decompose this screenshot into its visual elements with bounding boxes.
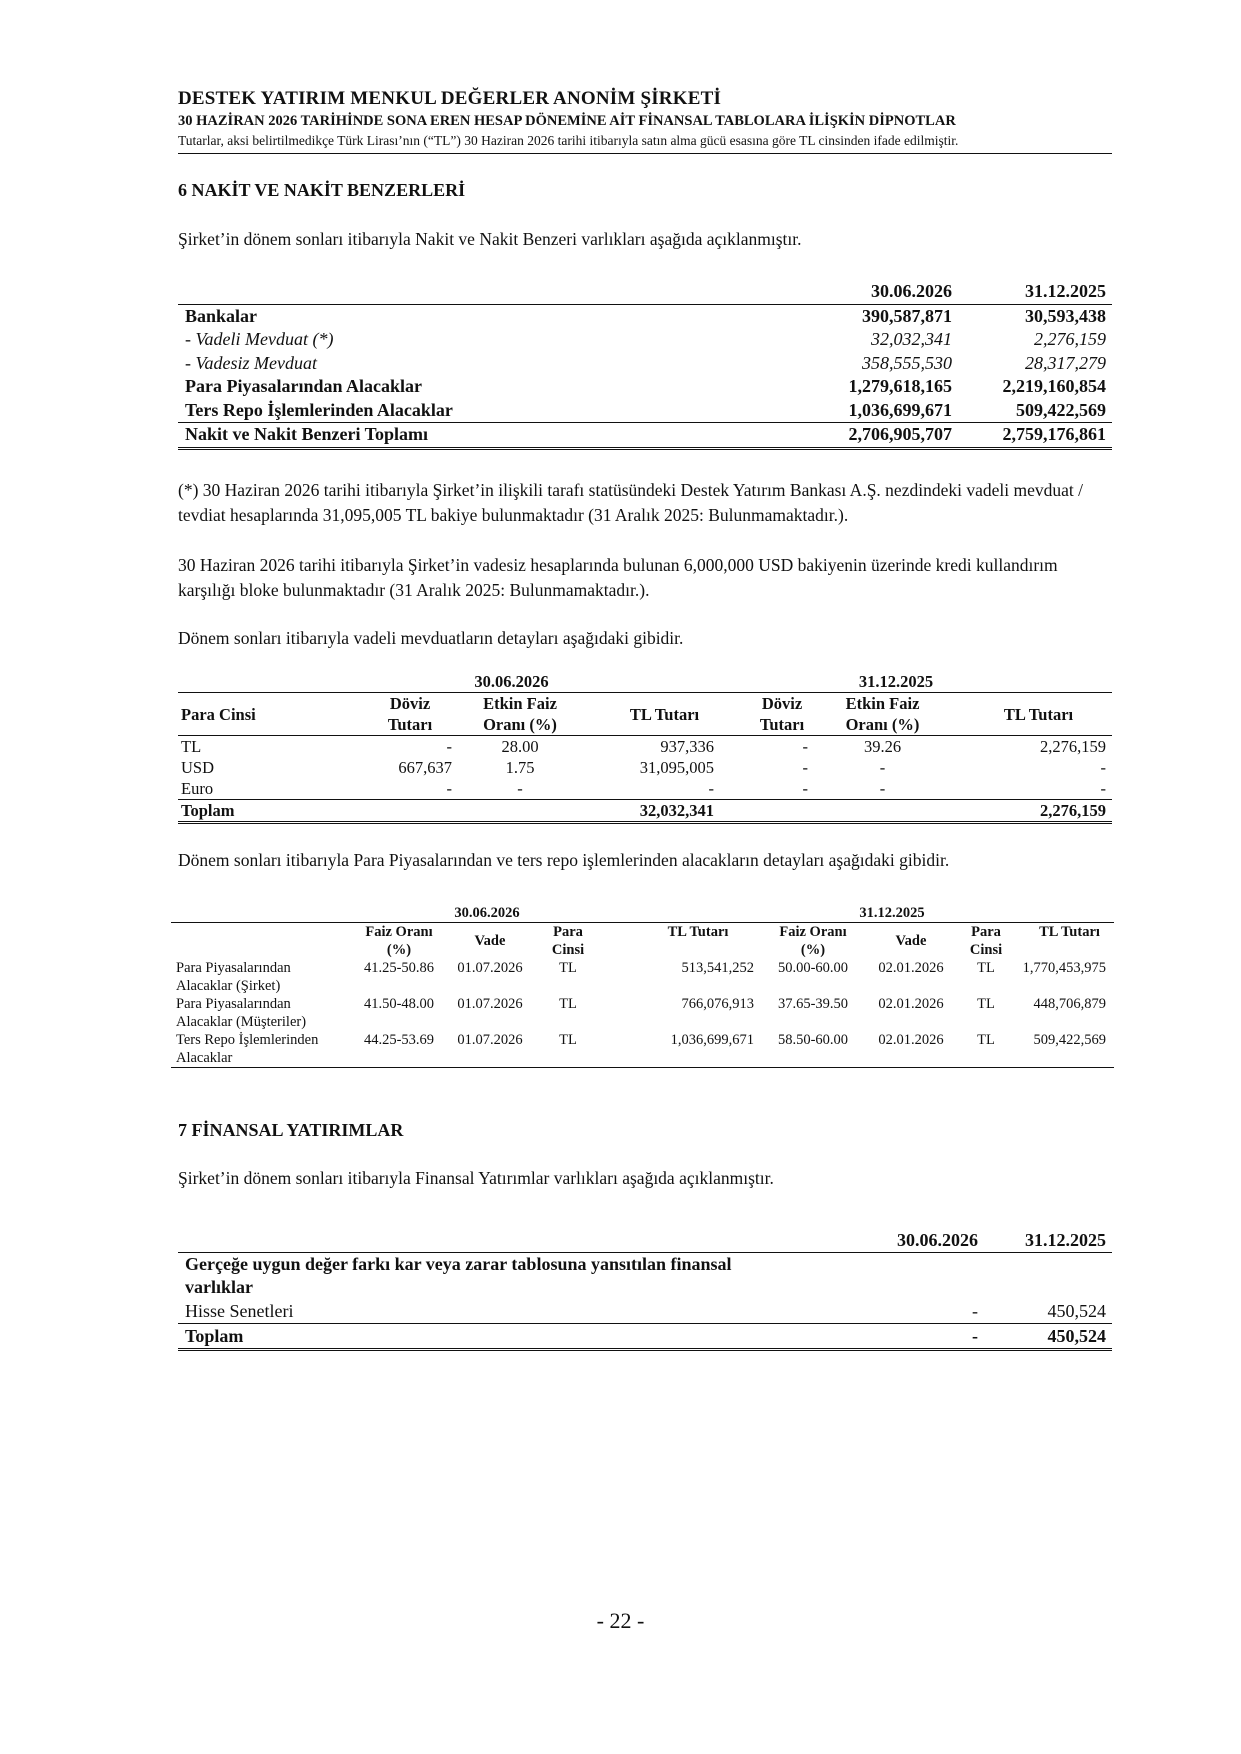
report-period: 30 HAZİRAN 2026 TARİHİNDE SONA EREN HESAP DÖNEMİNE AİT FİNANSAL TABLOLARA İLİŞKİN DİPNOTLAR (178, 113, 956, 129)
col-tl-amount: TL Tutarı (629, 704, 700, 724)
table-row (178, 304, 1112, 328)
currency-note: Tutarlar, aksi belirtilmedikçe Türk Lirası’nın (“TL”) 30 Haziran 2026 tarihi itibarıyla satın alma gücü esasına göre TL cinsinden ifade edilmiştir. (178, 133, 959, 148)
total-value-2025: 2,759,176,861 (956, 423, 1112, 449)
table-row: Para Piyasalarından Alacaklar (Şirket) 41.25-50.86 01.07.2026 TL 513,541,252 50.00-60.00 02.01.2026 TL 1,770,453,975 (171, 959, 1114, 995)
row-value-2025: 2,276,159 (1034, 329, 1106, 349)
page-number: - 22 - (596, 1608, 645, 1633)
period-2025: 31.12.2025 (858, 672, 934, 691)
row-label: Para Piyasalarından Alacaklar (Şirket) (176, 960, 291, 994)
col-tl-amount: TL Tutarı (667, 924, 729, 940)
col-fx-amount: Döviz Tutarı (387, 694, 433, 734)
total-label: Nakit ve Nakit Benzeri Toplamı (178, 423, 757, 449)
fi-col-2026: 30.06.2026 (897, 1230, 978, 1250)
section-7-intro: Şirket’in dönem sonları itibarıyla Finansal Yatırımlar varlıkları aşağıda açıklanmıştır. (178, 1168, 774, 1188)
row-value-2026: 32,032,341 (871, 329, 952, 349)
table-row (178, 352, 1112, 376)
row-label: Bankalar (185, 305, 258, 326)
period-2025: 31.12.2025 (859, 905, 925, 921)
section-7-title: 7 FİNANSAL YATIRIMLAR (178, 1120, 404, 1140)
total-value-2026: 2,706,905,707 (757, 423, 956, 449)
column-header-row (171, 923, 1114, 960)
deposit-intro: Dönem sonları itibarıyla vadeli mevduatların detayları aşağıdaki gibidir. (178, 628, 684, 648)
time-deposit-table (178, 671, 1112, 824)
row-label: Ters Repo İşlemlerinden Alacaklar (176, 1032, 319, 1066)
row-label: Para Piyasalarından Alacaklar (185, 376, 423, 396)
footnote-blocked-balance: 30 Haziran 2026 tarihi itibarıyla Şirket’in vadesiz hesaplarında bulunan 6,000,000 USD bakiyenin üzerinde kredi kullandırım karşılığı bloke bulunmaktadır (31 Aralık 2025: Bulunmamaktadır.). (178, 555, 1058, 600)
fi-group-label: Gerçeğe uygun değer farkı kar veya zarar tablosuna yansıtılan finansal varlıklar (185, 1254, 732, 1297)
cash-table-header (178, 280, 1112, 304)
table-row: Ters Repo İşlemlerinden Alacaklar 44.25-53.69 01.07.2026 TL 1,036,699,671 58.50-60.00 02.01.2026 TL 509,422,569 (171, 1031, 1114, 1068)
row-value-2025: 28,317,279 (1025, 352, 1106, 373)
table-row: TL - 28.00 937,336 - 39.26 2,276,159 (181, 737, 1106, 756)
company-name: DESTEK YATIRIM MENKUL DEĞERLER ANONİM ŞİRKETİ (178, 88, 722, 109)
table-row (178, 375, 1112, 399)
table-total-row: Toplam 32,032,341 2,276,159 (178, 800, 1112, 823)
fi-header-row (178, 1228, 1112, 1253)
row-value-2026: 358,555,530 (862, 352, 952, 373)
col-interest-rate-2025: Faiz Oranı (%) (779, 924, 847, 958)
row-value-2026: 1,279,618,165 (848, 376, 952, 396)
row-label: Hisse Senetleri (185, 1301, 294, 1321)
table-row (178, 328, 1112, 352)
table-row: Euro - - - - - - (178, 778, 1112, 800)
cash-col-2025: 31.12.2025 (956, 280, 1112, 304)
col-effective-rate-2025: Etkin Faiz Oranı (%) (845, 694, 920, 734)
col-term-2025: Vade (895, 933, 927, 949)
section-6-intro: Şirket’in dönem sonları itibarıyla Nakit ve Nakit Benzeri varlıkları aşağıda açıklanmıştır. (178, 229, 802, 249)
table-total-row (178, 423, 1112, 449)
money-market-intro: Dönem sonları itibarıyla Para Piyasalarından ve ters repo işlemlerinden alacakların detayları aşağıdaki gibidir. (178, 850, 950, 870)
col-interest-rate: Faiz Oranı (%) (365, 924, 433, 958)
period-header-row (178, 671, 1112, 693)
row-value-2025: 2,219,160,854 (1002, 376, 1106, 396)
money-market-table (171, 904, 1114, 1068)
header-rule (178, 153, 1112, 154)
table-total-row: Toplam - 450,524 (178, 1324, 1112, 1350)
fi-group-row (178, 1253, 1112, 1300)
row-value-2025: 509,422,569 (1016, 399, 1106, 420)
period-2026: 30.06.2026 (474, 672, 549, 691)
table-row: Hisse Senetleri - 450,524 (178, 1299, 1112, 1324)
row-label: - Vadesiz Mevduat (185, 352, 317, 373)
table-row (178, 399, 1112, 423)
period-2026: 30.06.2026 (454, 905, 520, 921)
col-currency: Para Cinsi (181, 704, 256, 724)
row-value-2025: 30,593,438 (1025, 305, 1106, 326)
col-term: Vade (474, 933, 506, 949)
col-fx-amount-2025: Döviz Tutarı (759, 694, 805, 734)
column-header-row (178, 693, 1112, 736)
financial-investments-table (178, 1228, 1112, 1351)
col-currency-2025: Para Cinsi (969, 924, 1003, 958)
col-currency: Para Cinsi (551, 924, 585, 958)
col-tl-amount-2025: TL Tutarı (1039, 924, 1100, 940)
fi-col-2025: 31.12.2025 (1025, 1230, 1106, 1250)
period-header-row (171, 904, 1114, 923)
row-label: - Vadeli Mevduat (*) (185, 329, 334, 349)
col-effective-rate: Etkin Faiz Oranı (%) (483, 694, 557, 734)
row-label: Ters Repo İşlemlerinden Alacaklar (185, 399, 453, 420)
section-6-title: 6 NAKİT VE NAKİT BENZERLERİ (178, 180, 466, 200)
row-label: Para Piyasalarından Alacaklar (Müşteriler) (176, 996, 307, 1030)
table-row: Para Piyasalarından Alacaklar (Müşteriler) 41.50-48.00 01.07.2026 TL 766,076,913 37.65-39.50 02.01.2026 TL 448,706,879 (171, 995, 1114, 1031)
footnote-related-party: (*) 30 Haziran 2026 tarihi itibarıyla Şirket’in ilişkili tarafı statüsündeki Destek Yatırım Bankası A.Ş. nezdindeki vadeli mevduat / tevdiat hesaplarında 31,095,005 TL bakiye bulunmaktadır (31 Aralık 2025: Bulunmamaktadır.). (178, 480, 1083, 525)
row-value-2026: 390,587,871 (862, 305, 952, 326)
cash-table (178, 280, 1112, 450)
table-row: USD 667,637 1.75 31,095,005 - - - (181, 758, 1106, 777)
col-tl-amount-2025: TL Tutarı (1003, 704, 1074, 724)
cash-col-2026: 30.06.2026 (757, 280, 956, 304)
row-value-2026: 1,036,699,671 (848, 399, 952, 420)
